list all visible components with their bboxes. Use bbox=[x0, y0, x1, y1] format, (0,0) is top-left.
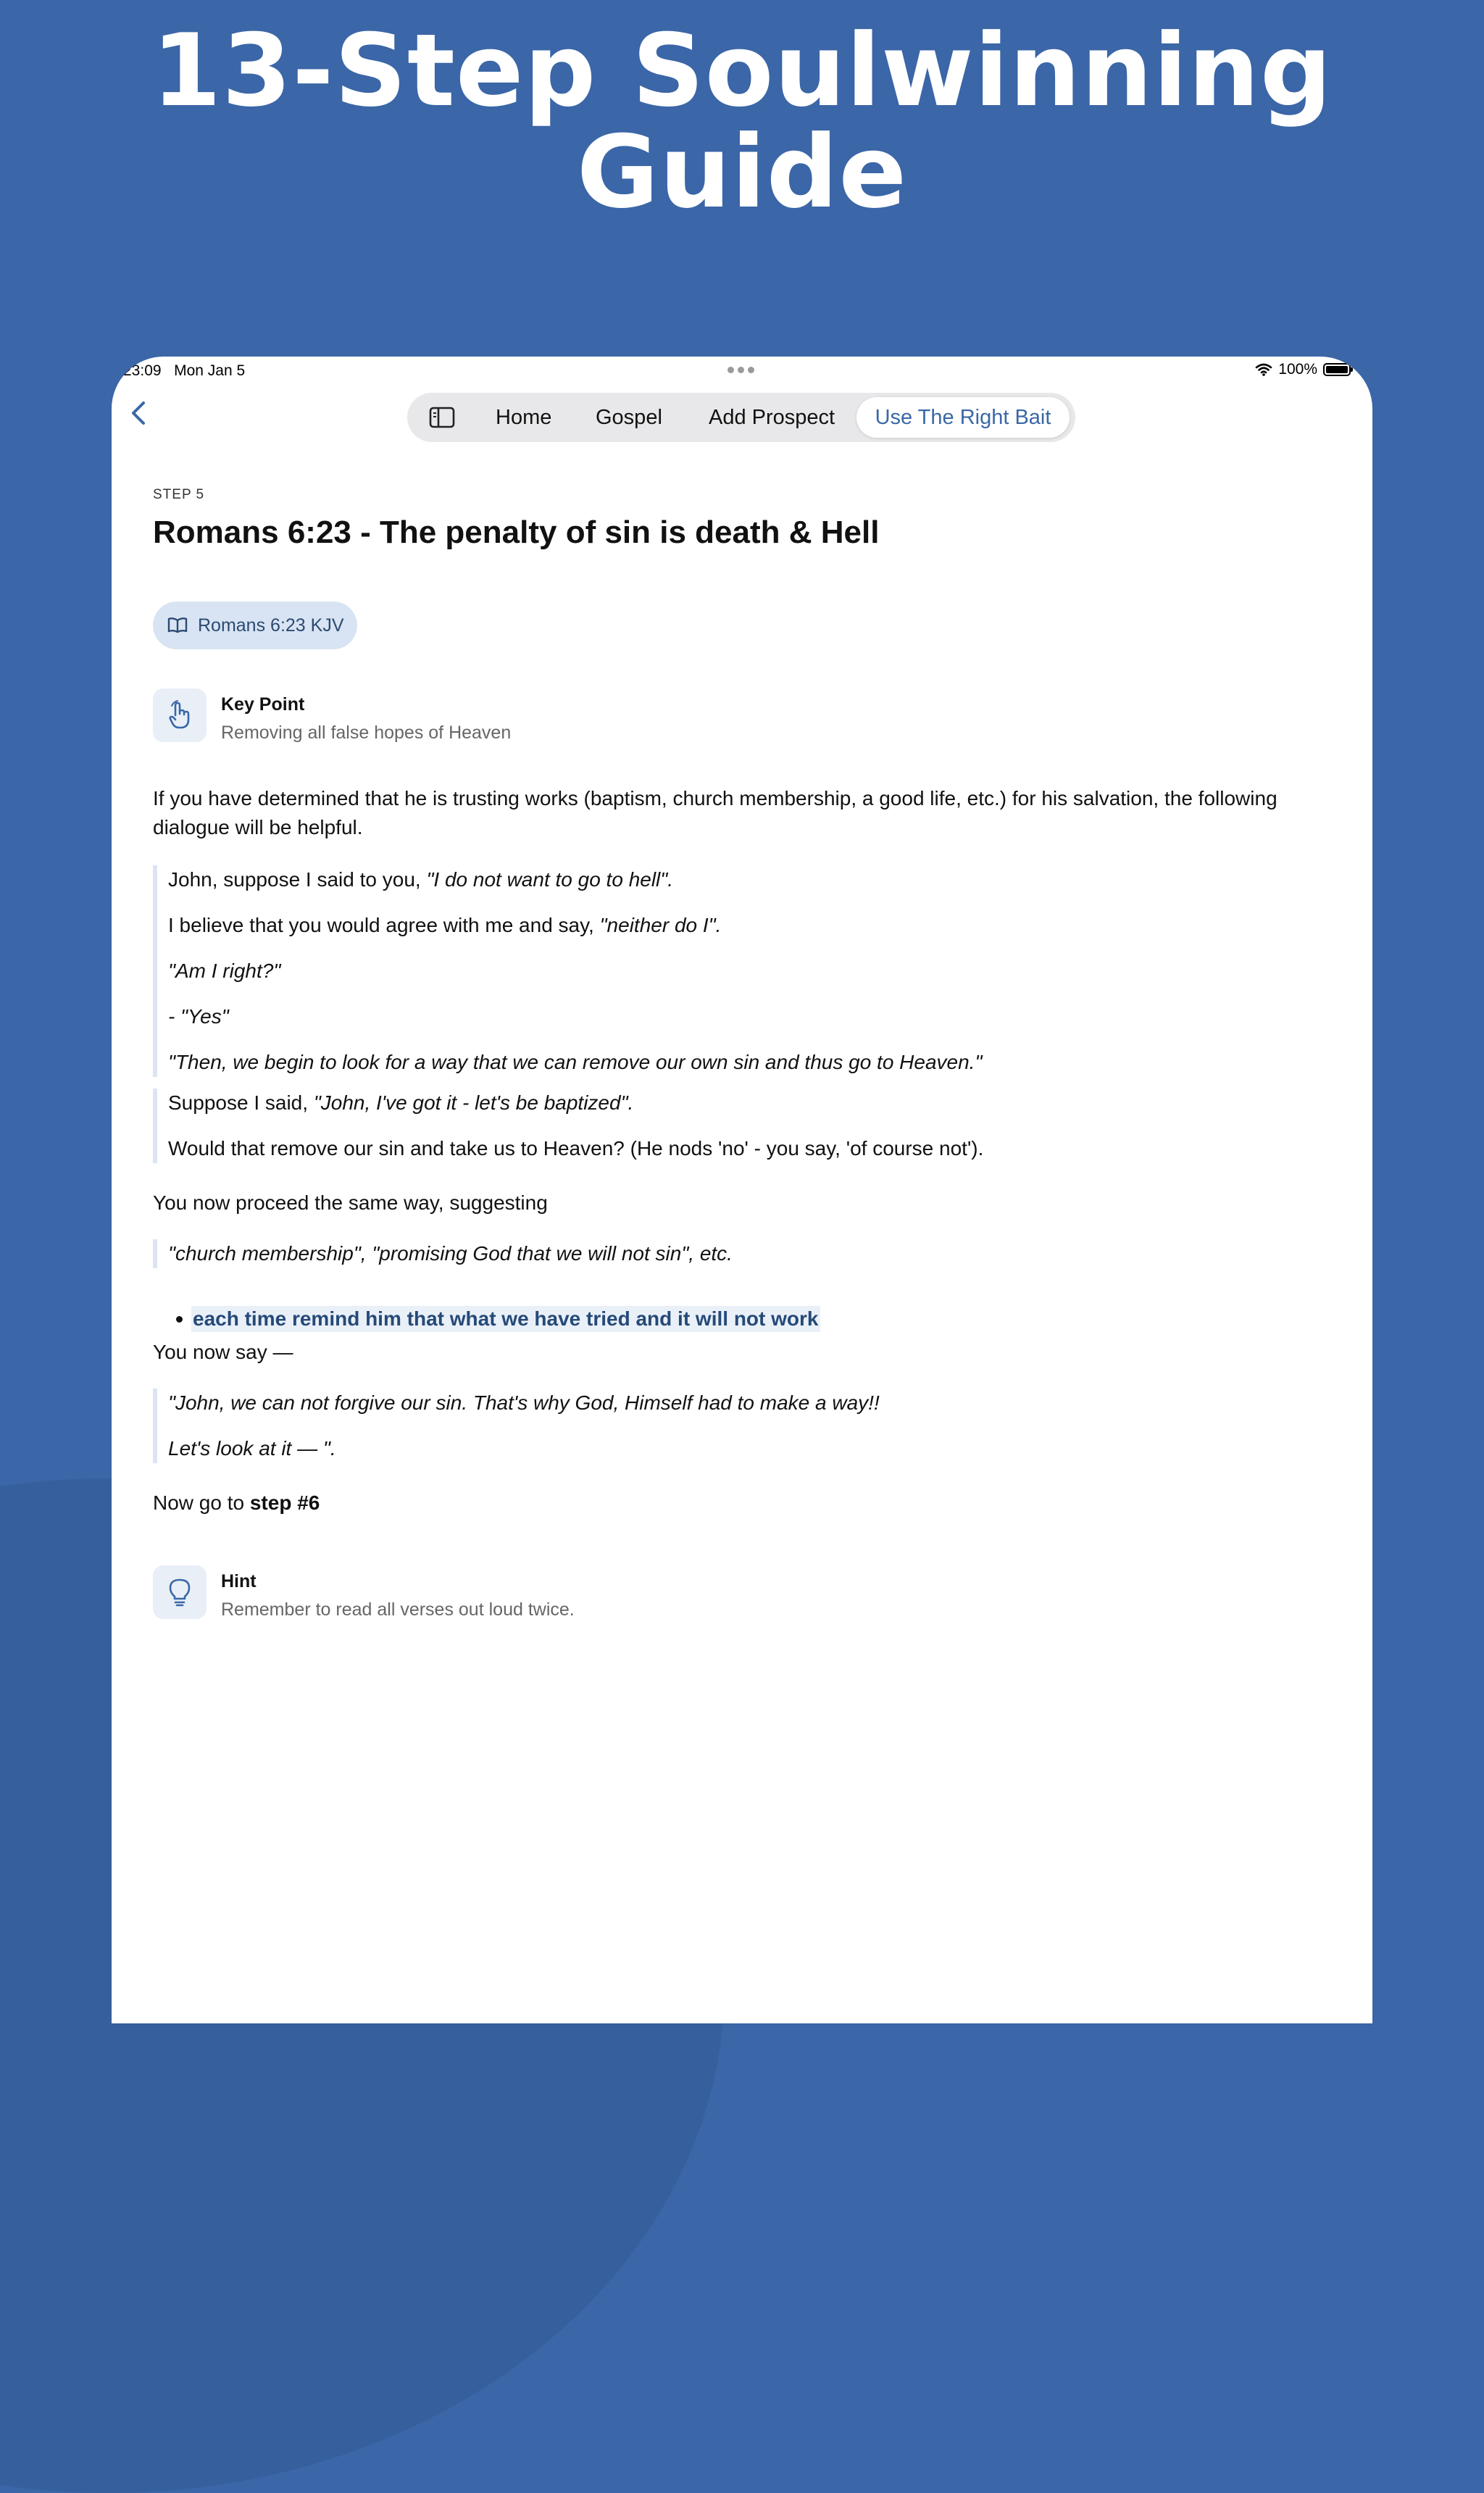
quote1-line3: "Am I right?" bbox=[168, 960, 281, 982]
hint-callout bbox=[153, 1565, 575, 1620]
key-point-subtitle: Removing all false hopes of Heaven bbox=[221, 723, 512, 743]
headline-line-1: 13-Step Soulwinning bbox=[151, 12, 1333, 129]
dialogue-quote-2 bbox=[153, 1089, 983, 1163]
top-tab-bar bbox=[407, 393, 1075, 442]
quote2-line2: Would that remove our sin and take us to Heaven? (He nods 'no' - you say, 'of course not'). bbox=[168, 1137, 984, 1160]
quote1-line4: - "Yes" bbox=[168, 1005, 229, 1028]
device-screen bbox=[112, 357, 1372, 2023]
highlighted-reminder: each time remind him that what we have tried and it will not work bbox=[191, 1306, 820, 1332]
dialogue-quote-3 bbox=[153, 1239, 733, 1268]
hint-title: Hint bbox=[221, 1571, 257, 1591]
tab-use-the-right-bait[interactable]: Use The Right Bait bbox=[856, 397, 1070, 438]
tab-gospel[interactable]: Gospel bbox=[596, 406, 662, 429]
dialogue-quote-1 bbox=[153, 865, 982, 1077]
promo-headline bbox=[0, 12, 1484, 230]
key-point-text bbox=[221, 688, 511, 744]
quote1-line5: "Then, we begin to look for a way that we can remove our own sin and thus go to Heaven." bbox=[168, 1051, 983, 1073]
multitask-dots-icon[interactable] bbox=[728, 367, 754, 373]
chevron-left-icon bbox=[125, 399, 154, 428]
now-say-paragraph: You now say — bbox=[153, 1341, 293, 1363]
status-right bbox=[1255, 361, 1351, 378]
quote1-line2: I believe that you would agree with me and say, "neither do I". bbox=[168, 914, 722, 936]
battery-icon bbox=[1323, 363, 1351, 376]
verse-chip-label: Romans 6:23 KJV bbox=[198, 615, 344, 636]
step-title: Romans 6:23 - The penalty of sin is death & Hell bbox=[153, 515, 880, 550]
status-bar bbox=[112, 357, 1372, 386]
sidebar-toggle-button[interactable] bbox=[429, 405, 455, 430]
dialogue-quote-4 bbox=[153, 1389, 880, 1463]
proceed-paragraph: You now proceed the same way, suggesting bbox=[153, 1191, 548, 1214]
step-label: STEP 5 bbox=[153, 487, 205, 502]
hint-subtitle: Remember to read all verses out loud twice. bbox=[221, 1599, 575, 1620]
tab-home[interactable]: Home bbox=[496, 406, 552, 429]
hint-text bbox=[221, 1565, 575, 1620]
lightbulb-icon bbox=[167, 1576, 193, 1608]
key-point-icon-box bbox=[153, 688, 207, 742]
quote2-line1: Suppose I said, "John, I've got it - let's be baptized". bbox=[168, 1091, 634, 1114]
bullet-dot bbox=[176, 1316, 183, 1323]
quote4-line2: Let's look at it — ". bbox=[168, 1437, 336, 1460]
key-point-callout bbox=[153, 688, 511, 744]
headline-line-2: Guide bbox=[576, 114, 908, 230]
goto-paragraph: Now go to step #6 bbox=[153, 1491, 320, 1514]
status-time: 23:09 Mon Jan 5 bbox=[123, 362, 246, 379]
back-button[interactable] bbox=[125, 399, 154, 428]
hand-pointer-icon bbox=[164, 699, 196, 731]
bullet-item bbox=[176, 1306, 820, 1332]
verse-chip-button[interactable] bbox=[153, 602, 357, 649]
sidebar-icon bbox=[429, 405, 455, 430]
quote3-line1: "church membership", "promising God that we will not sin", etc. bbox=[168, 1242, 733, 1265]
wifi-icon bbox=[1255, 363, 1272, 376]
quote1-line1: John, suppose I said to you, "I do not want to go to hell". bbox=[168, 868, 673, 891]
battery-percent: 100% bbox=[1278, 361, 1317, 378]
goto-step-link: step #6 bbox=[249, 1491, 320, 1514]
key-point-title: Key Point bbox=[221, 694, 305, 715]
quote4-line1: "John, we can not forgive our sin. That's why God, Himself had to make a way!! bbox=[168, 1391, 880, 1414]
tab-add-prospect[interactable]: Add Prospect bbox=[709, 406, 835, 429]
book-open-icon bbox=[167, 617, 188, 634]
hint-icon-box bbox=[153, 1565, 207, 1619]
intro-paragraph: If you have determined that he is trusting works (baptism, church membership, a good life, etc.) for his salvation, the following dialogue will be helpful. bbox=[153, 787, 1277, 838]
